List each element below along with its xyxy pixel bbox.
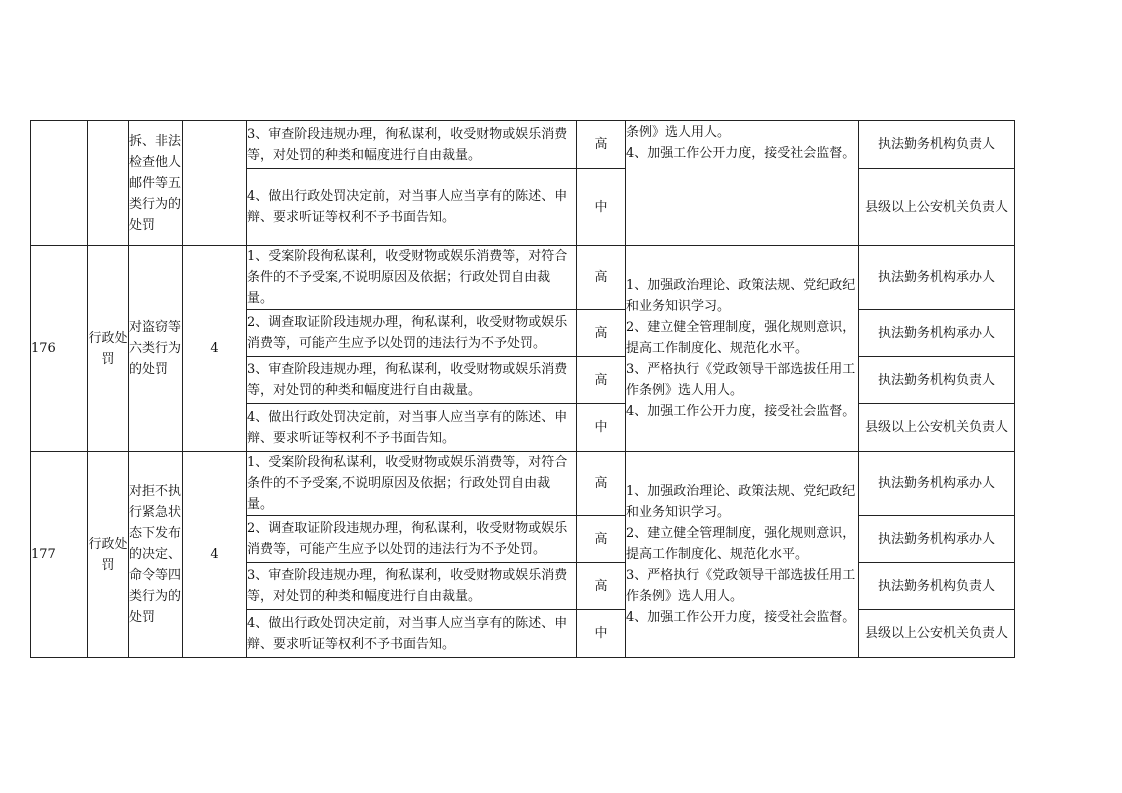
- responsible-party: 执法勤务机构负责人: [859, 121, 1015, 169]
- item-count: 4: [183, 452, 247, 658]
- risk-description: 4、做出行政处罚决定前，对当事人应当享有的陈述、申辩、要求听证等权利不予书面告知。: [247, 169, 577, 246]
- risk-level: 高: [577, 121, 626, 169]
- responsible-party: 执法勤务机构承办人: [859, 246, 1015, 310]
- measures-text: 1、加强政治理论、政策法规、党纪政纪和业务知识学习。 2、建立健全管理制度，强化规则意识，提高工作制度化、规范化水平。 3、严格执行《党政领导干部选拔任用工作条例》选人用人。 4、加强工作公开力度，接受社会监督。: [626, 278, 856, 419]
- responsible-party: 执法勤务机构负责人: [859, 563, 1015, 610]
- risk-level: 高: [577, 516, 626, 563]
- item-count: [183, 121, 247, 246]
- risk-description: 3、审查阶段违规办理，徇私谋利，收受财物或娱乐消费等，对处罚的种类和幅度进行自由裁量。: [247, 563, 577, 610]
- prevention-measures: [626, 246, 859, 452]
- risk-level: 中: [577, 169, 626, 246]
- responsible-party: 执法勤务机构承办人: [859, 452, 1015, 516]
- risk-description: 4、做出行政处罚决定前，对当事人应当享有的陈述、申辩、要求听证等权利不予书面告知。: [247, 610, 577, 658]
- item-category: 行政处罚: [88, 246, 129, 452]
- risk-level: 高: [577, 310, 626, 357]
- item-number: 177: [31, 452, 88, 658]
- risk-table: [30, 120, 1015, 658]
- item-category: [88, 121, 129, 246]
- risk-description: 2、调查取证阶段违规办理，徇私谋利，收受财物或娱乐消费等，可能产生应予以处罚的违法行为不予处罚。: [247, 310, 577, 357]
- responsible-party: 执法勤务机构承办人: [859, 310, 1015, 357]
- risk-level: 高: [577, 452, 626, 516]
- risk-level: 高: [577, 563, 626, 610]
- responsible-party: 县级以上公安机关负责人: [859, 169, 1015, 246]
- risk-description: 3、审查阶段违规办理，徇私谋利，收受财物或娱乐消费等，对处罚的种类和幅度进行自由裁量。: [247, 357, 577, 404]
- risk-level: 中: [577, 404, 626, 452]
- item-number: 176: [31, 246, 88, 452]
- item-name: 对拒不执行紧急状态下发布的决定、命令等四类行为的处罚: [129, 452, 183, 658]
- table-row: [31, 452, 1015, 516]
- measures-text: 1、加强政治理论、政策法规、党纪政纪和业务知识学习。 2、建立健全管理制度，强化规则意识，提高工作制度化、规范化水平。 3、严格执行《党政领导干部选拔任用工作条例》选人用人。 4、加强工作公开力度，接受社会监督。: [626, 484, 856, 625]
- risk-level: 中: [577, 610, 626, 658]
- prevention-measures: [626, 121, 859, 246]
- risk-description: 4、做出行政处罚决定前，对当事人应当享有的陈述、申辩、要求听证等权利不予书面告知。: [247, 404, 577, 452]
- item-count: 4: [183, 246, 247, 452]
- risk-description: 1、受案阶段徇私谋利，收受财物或娱乐消费等，对符合条件的不予受案,不说明原因及依据；行政处罚自由裁量。: [247, 246, 577, 310]
- table-row: [31, 246, 1015, 310]
- risk-description: 3、审查阶段违规办理，徇私谋利，收受财物或娱乐消费等，对处罚的种类和幅度进行自由裁量。: [247, 121, 577, 169]
- item-category: 行政处罚: [88, 452, 129, 658]
- item-name: 拆、非法检查他人邮件等五类行为的处罚: [129, 121, 183, 246]
- item-number: [31, 121, 88, 246]
- risk-level: 高: [577, 246, 626, 310]
- table-row: [31, 121, 1015, 169]
- responsible-party: 执法勤务机构承办人: [859, 516, 1015, 563]
- responsible-party: 县级以上公安机关负责人: [859, 610, 1015, 658]
- measures-text: 条例》选人用人。 4、加强工作公开力度，接受社会监督。: [626, 125, 856, 161]
- item-name: 对盗窃等六类行为的处罚: [129, 246, 183, 452]
- risk-description: 2、调查取证阶段违规办理，徇私谋利，收受财物或娱乐消费等，可能产生应予以处罚的违法行为不予处罚。: [247, 516, 577, 563]
- risk-description: 1、受案阶段徇私谋利，收受财物或娱乐消费等，对符合条件的不予受案,不说明原因及依据；行政处罚自由裁量。: [247, 452, 577, 516]
- responsible-party: 县级以上公安机关负责人: [859, 404, 1015, 452]
- prevention-measures: [626, 452, 859, 658]
- risk-level: 高: [577, 357, 626, 404]
- responsible-party: 执法勤务机构负责人: [859, 357, 1015, 404]
